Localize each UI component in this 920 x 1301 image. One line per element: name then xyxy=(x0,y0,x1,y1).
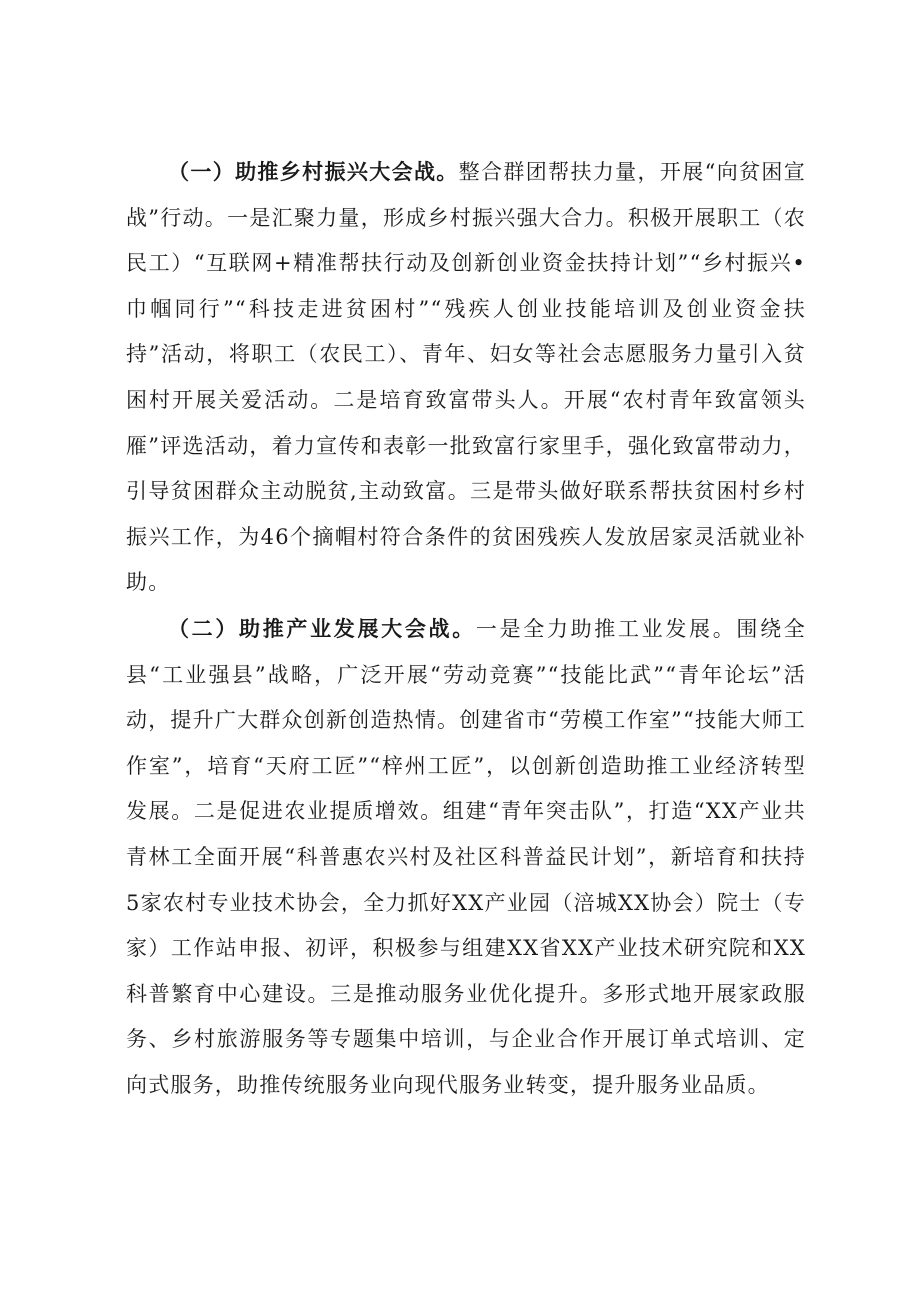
paragraph-text: 一是全力助推工业发展。围绕全县“工业强县”战略，广泛开展“劳动竞赛”“技能比武”“青年论坛”活动，提升广大群众创新创造热情。创建省市“劳模工作室”“技能大师工作室”，培育“天府工匠”“梓州工匠”，以创新创造助推工业经济转型发展。二是促进农业提质增效。组建“青年突击队”，打造“XX产业共青林工全面开展“科普惠农兴村及社区科普益民计划”，新培育和扶持5家农村专业技术协会，全力抓好XX产业园（涪城XX协会）院士（专家）工作站申报、初评，积极参与组建XX省XX产业技术研究院和XX科普繁育中心建设。三是推动服务业优化提升。多形式地开展家政服务、乡村旅游服务等专题集中培训，与企业合作开展订单式培训、定向式服务，助推传统服务业向现代服务业转变，提升服务业品质。 xyxy=(126,616,806,1097)
document-body xyxy=(126,149,806,1108)
paragraph-text: 整合群团帮扶力量，开展“向贫困宣战”行动。一是汇聚力量，形成乡村振兴强大合力。积极开展职工（农民工）“互联网+精准帮扶行动及创新创业资金扶持计划”“乡村振兴•巾帼同行”“科技走进贫困村”“残疾人创业技能培训及创业资金扶持”活动，将职工（农民工）、青年、妇女等社会志愿服务力量引入贫困村开展关爱活动。二是培育致富带头人。开展“农村青年致富领头雁”评选活动，着力宣传和表彰一批致富行家里手，强化致富带动力，引导贫困群众主动脱贫,主动致富。三是带头做好联系帮扶贫困村乡村振兴工作，为46个摘帽村符合条件的贫困残疾人发放居家灵活就业补助。 xyxy=(126,160,806,595)
paragraph-heading: （二）助推产业发展大会战。 xyxy=(168,615,476,641)
paragraph-heading: （一）助推乡村振兴大会战。 xyxy=(168,159,459,184)
paragraph-industry-development xyxy=(126,606,806,1109)
paragraph-rural-revitalization xyxy=(126,149,806,606)
